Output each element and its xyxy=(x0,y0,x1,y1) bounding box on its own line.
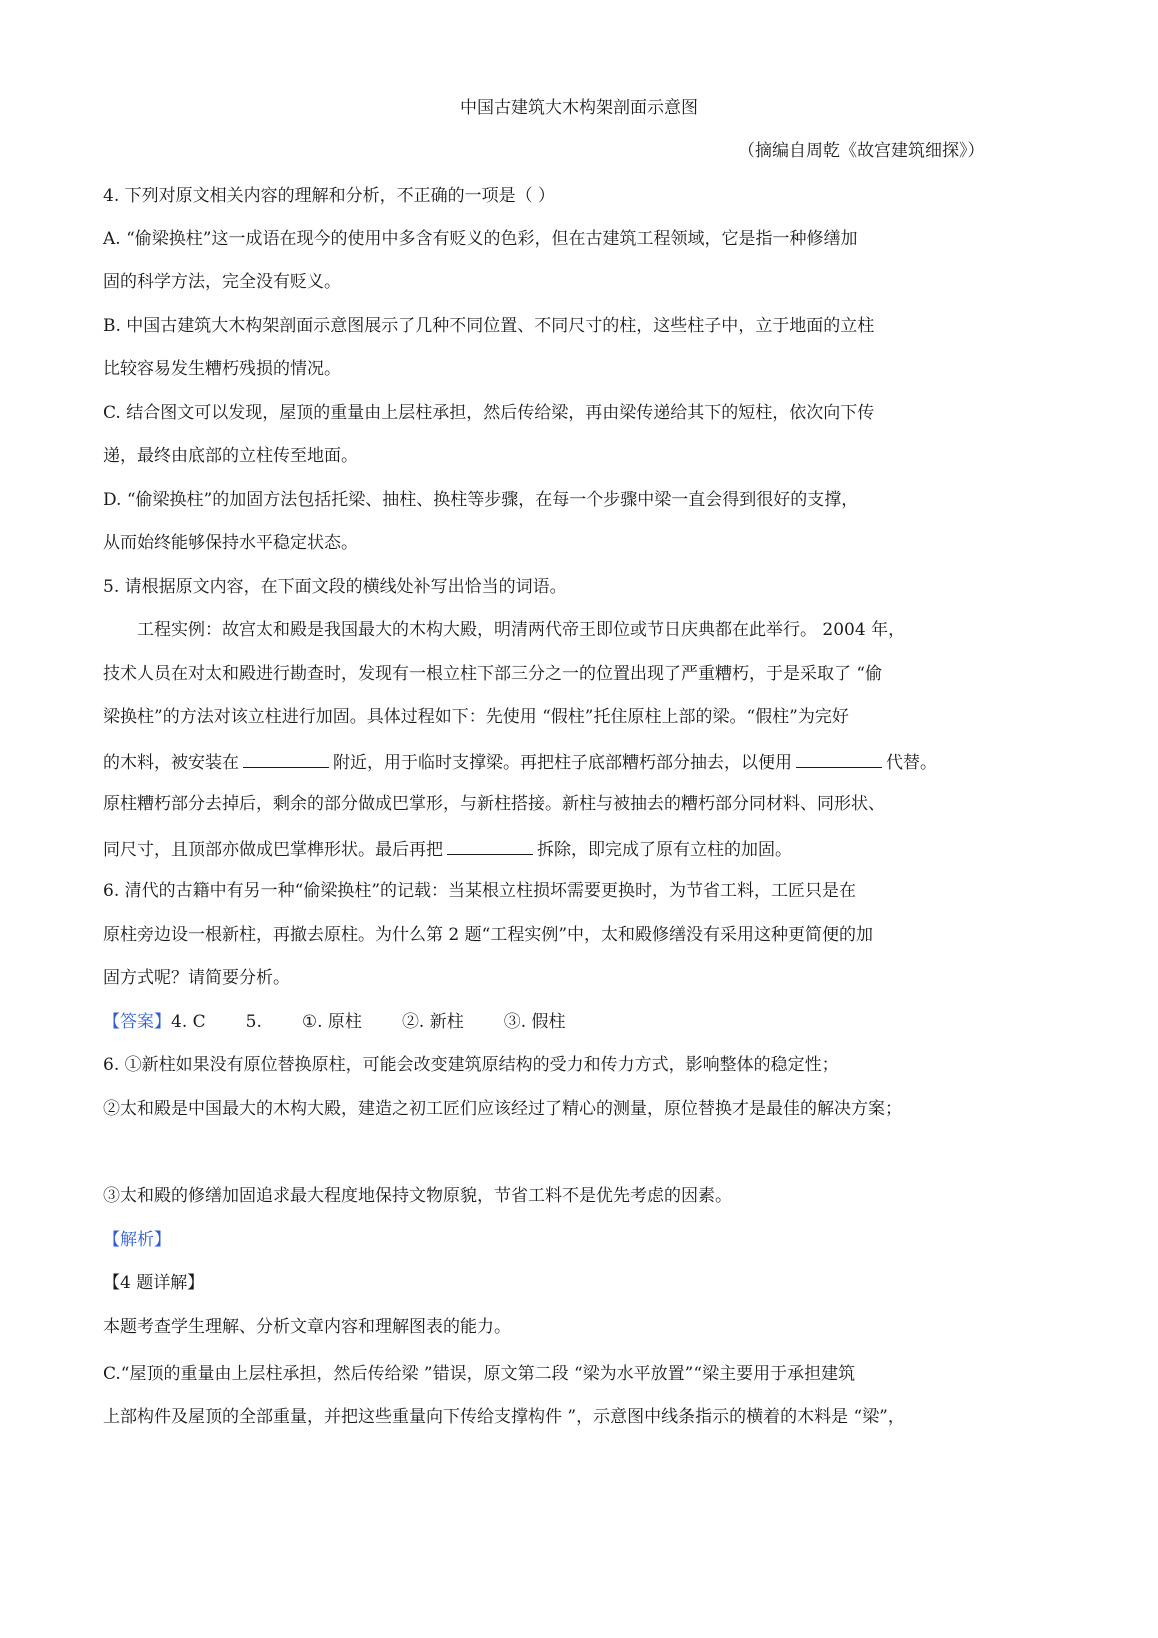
q5-passage-line2: 技术人员在对太和殿进行勘查时，发现有一根立柱下部三分之一的位置出现了严重糟朽，于是采取了 “偷 xyxy=(103,664,883,684)
answer-label: 【答案】 xyxy=(103,1012,171,1032)
figure-source: （摘编自周乾《故宫建筑细探》） xyxy=(738,141,985,161)
answer-q6-point3: ③太和殿的修缮加固追求最大程度地保持文物原貌，节省工料不是优先考虑的因素。 xyxy=(103,1186,732,1206)
answer-blank-1: ①. 原柱 xyxy=(301,1012,362,1032)
analysis-intro: 本题考查学生理解、分析文章内容和理解图表的能力。 xyxy=(103,1317,511,1337)
figure-title: 中国古建筑大木构架剖面示意图 xyxy=(460,98,698,118)
answer-blank-2: ②. 新柱 xyxy=(401,1012,464,1032)
q5-text-segment: 代替。 xyxy=(886,753,937,773)
q6-stem-line2: 原柱旁边设一根新柱，再撤去原柱。为什么第 2 题“工程实例”中，太和殿修缮没有采用这种更简便的加 xyxy=(103,925,874,945)
q5-passage-line3: 梁换柱”的方法对该立柱进行加固。具体过程如下：先使用 “假柱”托住原柱上部的梁。“假柱”为完好 xyxy=(103,707,849,727)
q4-option-a-line2: 固的科学方法，完全没有贬义。 xyxy=(103,272,341,292)
fill-blank-1 xyxy=(243,749,329,768)
q4-option-d-line2: 从而始终能够保持水平稳定状态。 xyxy=(103,533,358,553)
answer-q6-point1: 6. ①新柱如果没有原位替换原柱，可能会改变建筑原结构的受力和传力方式，影响整体的稳定性； xyxy=(103,1055,839,1075)
q5-passage-line5: 原柱糟朽部分去掉后，剩余的部分做成巴掌形，与新柱搭接。新柱与被抽去的糟朽部分同材料、同形状、 xyxy=(103,794,885,814)
q6-stem-line3: 固方式呢？请简要分析。 xyxy=(103,968,290,988)
q4-option-a-line1: A. “偷梁换柱”这一成语在现今的使用中多含有贬义的色彩，但在古建筑工程领域，它是指一种修缮加 xyxy=(103,229,858,249)
analysis-c-line1: C.“屋顶的重量由上层柱承担，然后传给梁 ”错误，原文第二段 “梁为水平放置”“梁主要用于承担建筑 xyxy=(103,1364,856,1384)
q5-passage-line1: 工程实例：故宫太和殿是我国最大的木构大殿，明清两代帝王即位或节日庆典都在此举行。 2004 年， xyxy=(137,620,906,640)
answer-q4: 4. C xyxy=(171,1012,206,1032)
q4-option-d-line1: D. “偷梁换柱”的加固方法包括托梁、抽柱、换柱等步骤，在每一个步骤中梁一直会得到很好的支撑， xyxy=(103,490,859,510)
q5-passage-line6 xyxy=(103,836,792,862)
fill-blank-3 xyxy=(447,836,533,855)
answer-q5-number: 5. xyxy=(245,1012,262,1032)
q5-passage-line4 xyxy=(103,749,937,775)
analysis-c-line2: 上部构件及屋顶的全部重量，并把这些重量向下传给支撑构件 ”，示意图中线条指示的横着的木料是 “梁”， xyxy=(103,1407,905,1427)
q4-option-c-line2: 递，最终由底部的立柱传至地面。 xyxy=(103,446,358,466)
q5-text-segment: 拆除，即完成了原有立柱的加固。 xyxy=(537,840,792,860)
q4-detail-heading: 【4 题详解】 xyxy=(103,1273,205,1293)
q5-text-segment: 的木料，被安装在 xyxy=(103,753,239,773)
q4-option-b-line2: 比较容易发生糟朽残损的情况。 xyxy=(103,359,341,379)
q5-text-segment: 同尺寸，且顶部亦做成巴掌榫形状。最后再把 xyxy=(103,840,443,860)
fill-blank-2 xyxy=(796,749,882,768)
answer-blank-3: ③. 假柱 xyxy=(503,1012,566,1032)
answer-row xyxy=(103,1010,566,1034)
q4-option-b-line1: B. 中国古建筑大木构架剖面示意图展示了几种不同位置、不同尺寸的柱，这些柱子中，立于地面的立柱 xyxy=(103,316,875,336)
answer-q6-point2: ②太和殿是中国最大的木构大殿，建造之初工匠们应该经过了精心的测量，原位替换才是最佳的解决方案； xyxy=(103,1099,902,1119)
q5-text-segment: 附近，用于临时支撑梁。再把柱子底部糟朽部分抽去，以便用 xyxy=(333,753,792,773)
q4-stem: 4. 下列对原文相关内容的理解和分析，不正确的一项是（ ） xyxy=(103,186,556,206)
q4-option-c-line1: C. 结合图文可以发现，屋顶的重量由上层柱承担，然后传给梁，再由梁传递给其下的短柱，依次向下传 xyxy=(103,403,875,423)
q5-stem: 5. 请根据原文内容，在下面文段的横线处补写出恰当的词语。 xyxy=(103,577,567,597)
q6-stem-line1: 6. 清代的古籍中有另一种“偷梁换柱”的记载：当某根立柱损坏需要更换时，为节省工料，工匠只是在 xyxy=(103,881,857,901)
analysis-label: 【解析】 xyxy=(103,1230,171,1250)
